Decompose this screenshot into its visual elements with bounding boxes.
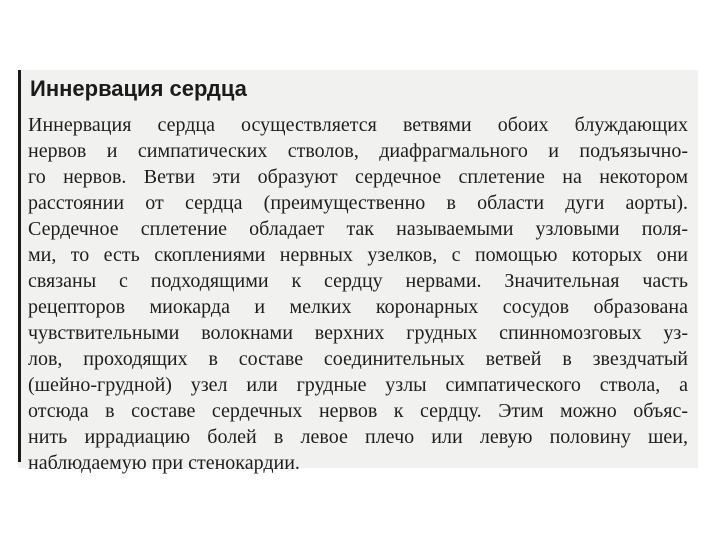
text-line: нить иррадиацию болей в левое плечо или левую половину шеи, [28, 426, 688, 448]
text-line: связаны с подходящими к сердцу нервами. Значительная часть [28, 270, 688, 292]
text-line: Сердечное сплетение обладает так называемыми узловыми поля- [28, 218, 688, 240]
text-line: Иннервация сердца осуществляется ветвями обоих блуждающих [28, 114, 688, 136]
page-left-edge [18, 70, 21, 462]
text-line: чувствительными волокнами верхних грудных спинномозговых уз- [28, 322, 688, 344]
text-line: отсюда в составе сердечных нервов к сердцу. Этим можно объяс- [28, 400, 688, 422]
text-line: ми, то есть скоплениями нервных узелков, с помощью которых они [28, 244, 688, 266]
text-line: (шейно-грудной) узел или грудные узлы симпатического ствола, а [28, 374, 688, 396]
text-line: расстоянии от сердца (преимущественно в области дуги аорты). [28, 192, 688, 214]
text-line: лов, проходящих в составе соединительных ветвей в звездчатый [28, 348, 688, 370]
text-line: нервов и симпатических стволов, диафрагмального и подъязычно- [28, 140, 688, 162]
document-title: Иннервация сердца [30, 76, 247, 101]
body-paragraph [28, 112, 688, 476]
text-line: го нервов. Ветви эти образуют сердечное сплетение на некотором [28, 166, 688, 188]
text-line: наблюдаемую при стенокардии. [28, 452, 300, 474]
text-line: рецепторов миокарда и мелких коронарных сосудов образована [28, 296, 688, 318]
